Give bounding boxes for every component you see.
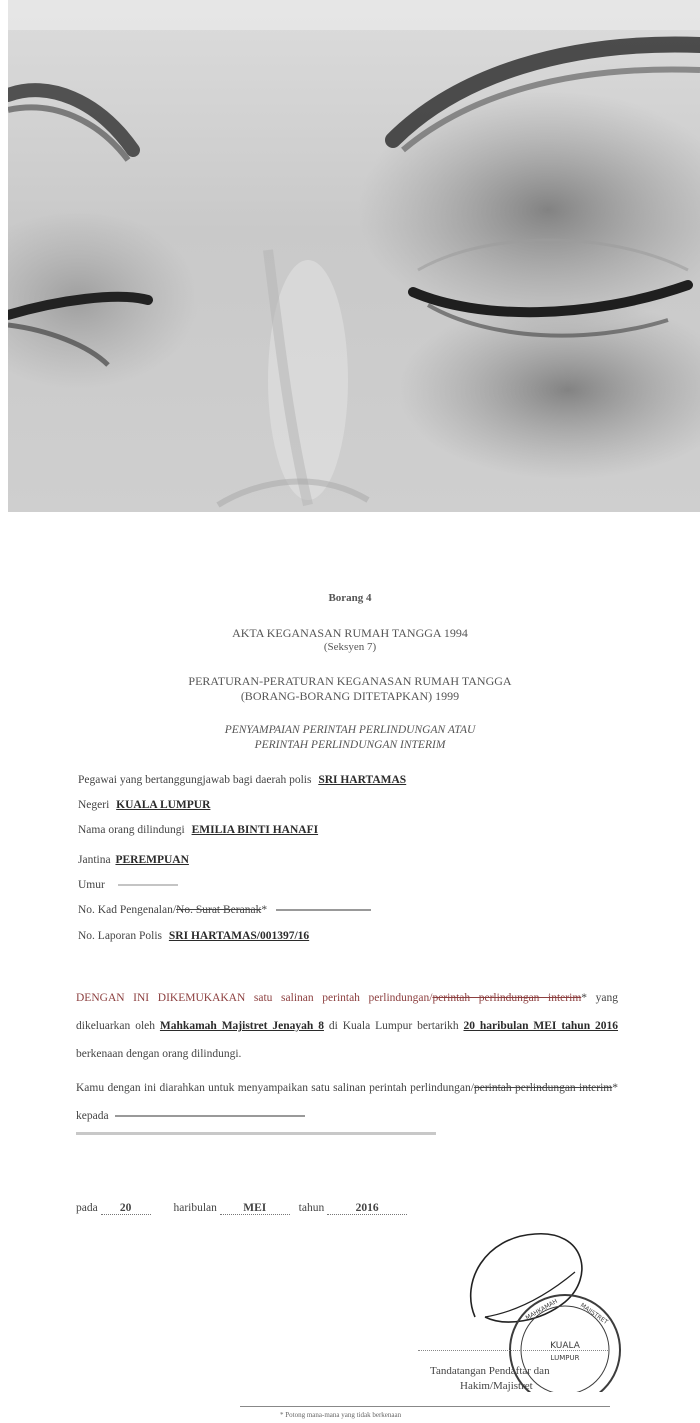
recipient-redacted-1: [115, 1115, 305, 1117]
pada-label: pada: [76, 1202, 98, 1214]
form-number: Borang 4: [328, 592, 372, 604]
act-title: AKTA KEGANASAN RUMAH TANGGA 1994: [232, 626, 468, 640]
p1-text-1: DENGAN INI DIKEMUKAKAN satu salinan perintah perlindungan/: [76, 992, 433, 1004]
protected-name-label: Nama orang dilindungi: [78, 824, 185, 836]
gender-field: [78, 854, 189, 866]
p1-text-3: di Kuala Lumpur bertarikh: [328, 1020, 459, 1032]
ic-redacted: [276, 909, 371, 911]
p2-text-2: * kepada: [76, 1082, 618, 1122]
police-report-label: No. Laporan Polis: [78, 930, 163, 942]
gender-value: PEREMPUAN: [115, 854, 189, 866]
date-month: MEI: [220, 1202, 290, 1215]
face-photo: [8, 0, 700, 512]
age-field: [78, 879, 178, 891]
ic-label-prefix: No. Kad Pengenalan/: [78, 904, 177, 916]
date-year: 2016: [327, 1202, 407, 1215]
age-redacted: [118, 884, 178, 886]
regulations-title-1: PERATURAN-PERATURAN KEGANASAN RUMAH TANGGA: [188, 674, 512, 688]
subject-title-2: PERINTAH PERLINDUNGAN INTERIM: [254, 739, 446, 751]
state-value: KUALA LUMPUR: [116, 799, 211, 811]
ic-label-struck: No. Surat Beranak: [176, 904, 262, 916]
issue-date: 20 haribulan MEI tahun 2016: [463, 1020, 619, 1032]
gender-label: Jantina: [78, 854, 111, 866]
protection-order-form: [0, 512, 700, 1423]
officer-value: SRI HARTAMAS: [318, 774, 407, 786]
svg-text:KUALA: KUALA: [550, 1341, 580, 1351]
subject-title-1: PENYAMPAIAN PERINTAH PERLINDUNGAN ATAU: [224, 724, 476, 736]
footnote-rule: [240, 1406, 610, 1407]
state-label: Negeri: [78, 799, 110, 811]
act-section: (Seksyen 7): [323, 641, 377, 653]
p1-text-2: * yang dikeluarkan oleh: [76, 992, 618, 1032]
police-report-value: SRI HARTAMAS/001397/16: [168, 930, 310, 942]
svg-text:MAHKAMAH: MAHKAMAH: [524, 1297, 559, 1322]
haribulan-label: haribulan: [173, 1202, 217, 1214]
p2-text-1: Kamu dengan ini diarahkan untuk menyampaikan satu salinan perintah perlindungan/: [76, 1082, 474, 1094]
officer-label: Pegawai yang bertanggungjawab bagi daerah polis: [78, 774, 312, 786]
svg-text:MAJISTRET: MAJISTRET: [578, 1301, 610, 1326]
age-label: Umur: [78, 879, 105, 891]
ic-field: [78, 904, 371, 916]
tahun-label: tahun: [298, 1202, 325, 1214]
regulations-title-2: (BORANG-BORANG DITETAPKAN) 1999: [240, 689, 460, 703]
paragraph-serve-order: [76, 1074, 618, 1130]
handwritten-signature: [471, 1234, 582, 1322]
protected-name-value: EMILIA BINTI HANAFI: [191, 824, 319, 836]
footnote: * Potong mana-mana yang tidak berkenaan: [280, 1411, 402, 1419]
officer-field: [78, 774, 406, 786]
signature-line: [418, 1350, 608, 1351]
p2-struck: perintah perlindungan interim: [473, 1082, 613, 1094]
date-day: 20: [101, 1202, 151, 1215]
svg-text:LUMPUR: LUMPUR: [550, 1354, 580, 1362]
court-name: Mahkamah Majistret Jenayah 8: [159, 1020, 324, 1032]
paragraph-order-issued: [76, 984, 618, 1068]
signature-label-1: Tandatangan Pendaftar dan: [430, 1365, 550, 1377]
signature-label-2: Hakim/Majistret: [460, 1380, 533, 1392]
police-report-field: [78, 930, 309, 942]
p1-struck: perintah perlindungan interim: [432, 992, 582, 1004]
date-line: [76, 1202, 407, 1215]
p1-text-4: berkenaan dengan orang dilindungi.: [76, 1048, 242, 1060]
protected-name-field: [78, 824, 318, 836]
state-field: [78, 799, 210, 811]
ic-label-suffix: *: [261, 904, 268, 916]
recipient-redacted-2: [76, 1132, 436, 1135]
